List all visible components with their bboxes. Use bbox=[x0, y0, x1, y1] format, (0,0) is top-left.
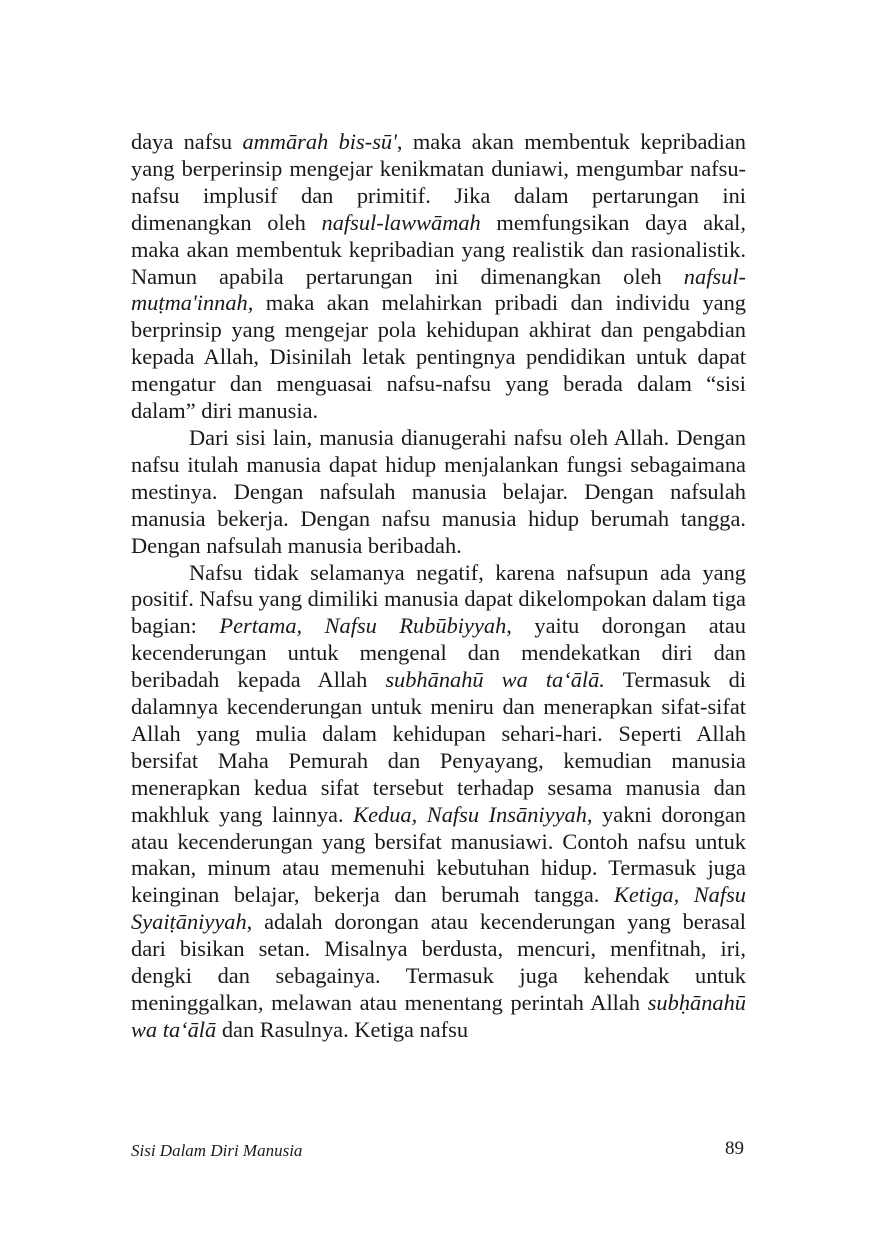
text-run: , yaitu dorongan atau kecenderungan untuk mengenal dan mendekatkan diri dan beribadah kepada Allah bbox=[131, 613, 746, 693]
text-run: daya nafsu bbox=[131, 129, 243, 154]
text-run: , yakni dorongan atau kecenderungan yang bersifat manusiawi. Contoh nafsu untuk makan, minum atau memenuhi kebutuhan hidup. Termasuk juga keinginan belajar, bekerja dan berumah tangga. bbox=[131, 801, 746, 908]
italic-term: Ketiga, Nafsu Syaiṭāniyyah bbox=[131, 882, 746, 935]
text-run: maka akan melahirkan pribadi dan individu yang berprinsip yang mengejar pola kehidupan akhirat dan pengabdian kepada Allah, Disinilah letak pentingnya pendidikan untuk dapat mengatur dan menguasai nafsu-nafsu yang berada dalam “sisi dalam” diri manusia. bbox=[131, 290, 746, 424]
body-text bbox=[131, 129, 746, 1044]
italic-term: subḥānahū wa ta‘ālā bbox=[131, 990, 746, 1042]
italic-term: Pertama, Nafsu Rubūbiyyah bbox=[219, 613, 507, 639]
italic-term: nafsul-lawwāmah bbox=[321, 209, 481, 235]
text-run: Termasuk di dalamnya kecenderungan untuk meniru dan menerapkan sifat-sifat Allah yang mulia dalam kehidupan sehari-hari. Seperti Allah bersifat Maha Pemurah dan Penyayang, kemudian manusia menerapkan kedua sifat tersebut terhadap sesama manusia dan makhluk yang lainnya. bbox=[131, 667, 746, 827]
text-run: , adalah dorongan atau kecenderungan yang berasal dari bisikan setan. Misalnya berdusta, mencuri, menfitnah, iri, dengki dan sebagainya. Termasuk juga kehendak untuk meninggalkan, melawan atau menentang perintah Allah bbox=[131, 909, 746, 1015]
italic-term: nafsul-muṭma'innah, bbox=[131, 263, 746, 316]
text-run: Dari sisi lain, manusia dianugerahi nafsu oleh Allah. Dengan nafsu itulah manusia dapat hidup menjalankan fungsi sebagaimana mestinya. Dengan nafsulah manusia belajar. Dengan nafsulah manusia bekerja. Dengan nafsu manusia hidup berumah tangga. Dengan nafsulah manusia beribadah. bbox=[131, 424, 746, 558]
italic-term: ammārah bis-sū' bbox=[242, 129, 397, 154]
paragraph bbox=[131, 425, 746, 560]
running-title: Sisi Dalam Diri Manusia bbox=[131, 1141, 303, 1160]
text-run: , maka akan membentuk kepribadian yang berperinsip mengejar kenikmatan duniawi, mengumbar nafsu-nafsu implusif dan primitif. Jika dalam pertarungan ini dimenangkan oleh bbox=[131, 129, 746, 235]
paragraph bbox=[131, 129, 746, 425]
italic-term: Kedua, Nafsu Insāniyyah bbox=[353, 801, 587, 827]
text-run: Nafsu tidak selamanya negatif, karena nafsupun ada yang positif. Nafsu yang dimiliki manusia dapat dikelompokan dalam tiga bagian: bbox=[131, 559, 746, 639]
paragraph bbox=[131, 560, 746, 1044]
page-number: 89 bbox=[725, 1138, 744, 1159]
text-run: dan Rasulnya. Ketiga nafsu bbox=[216, 1016, 469, 1042]
italic-term: subhānahū wa ta‘ālā. bbox=[385, 667, 605, 693]
text-run: memfungsikan daya akal, maka akan membentuk kepribadian yang realistik dan rasionalistik. Namun apabila pertarungan ini dimenangkan oleh bbox=[131, 209, 746, 289]
